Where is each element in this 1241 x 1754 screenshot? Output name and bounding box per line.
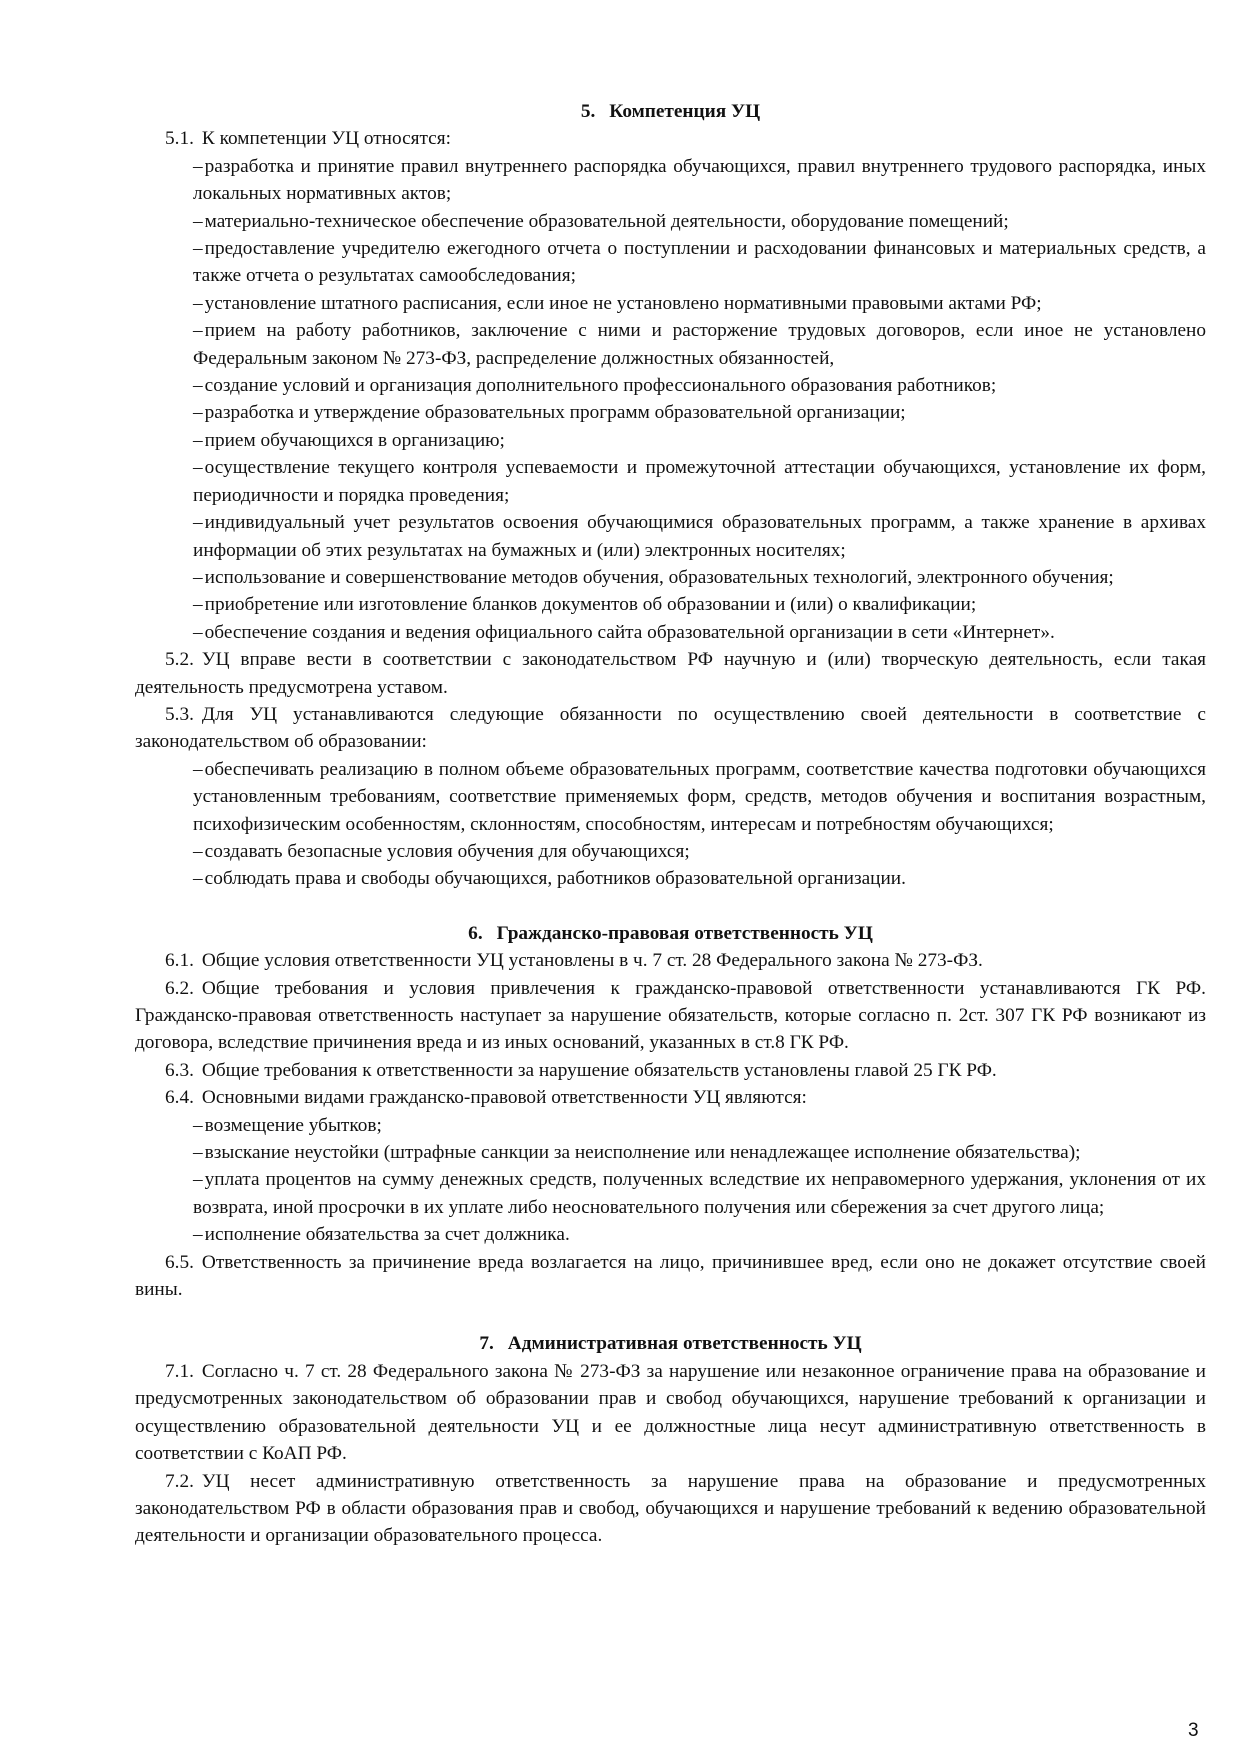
clause-number: 5.3. <box>165 703 194 725</box>
clause-text: Общие требования к ответственности за нарушение обязательств установлены главой 25 ГК РФ. <box>201 1059 997 1081</box>
clause-text: Согласно ч. 7 ст. 28 Федерального закона № 273-ФЗ за нарушение или незаконное ограничение права на образование и предусмотренных законодательством об образовании прав и свобод обучающихся, нарушение требований к организации и осуществлению образовательной деятельности УЦ и ее должностные лица несут административную ответственность в соответствии с КоАП РФ. <box>135 1360 1206 1465</box>
clause-paragraph <box>135 646 1206 701</box>
clause-paragraph <box>135 125 1206 152</box>
section-number: 6. <box>468 922 483 944</box>
list-dash: – <box>193 155 203 177</box>
clause-number: 7.1. <box>165 1360 194 1382</box>
section-heading <box>135 98 1206 125</box>
clause-paragraph <box>135 947 1206 974</box>
list-item <box>135 1139 1206 1166</box>
clause-number: 6.2. <box>165 977 194 999</box>
list-item-text: приобретение или изготовление бланков документов об образовании и (или) о квалификации; <box>204 594 977 616</box>
section-number: 7. <box>479 1333 494 1355</box>
clause-text: Основными видами гражданско-правовой ответственности УЦ являются: <box>201 1087 807 1109</box>
clause-text: УЦ несет административную ответственность за нарушение права на образование и предусмотренных законодательством РФ в области образования прав и свобод, обучающихся и нарушение требований к ведению образовательной деятельности и организации образовательного процесса. <box>135 1470 1206 1547</box>
clause-number: 5.2. <box>165 649 194 671</box>
list-item-text: исполнение обязательства за счет должника. <box>204 1224 570 1246</box>
list-dash: – <box>193 758 203 780</box>
clause-number: 6.5. <box>165 1251 194 1273</box>
list-item-text: взыскание неустойки (штрафные санкции за неисполнение или ненадлежащее исполнение обязательства); <box>204 1142 1081 1164</box>
list-item <box>135 619 1206 646</box>
list-item <box>135 1112 1206 1139</box>
clause-paragraph <box>135 701 1206 756</box>
clause-text: К компетенции УЦ относятся: <box>201 128 451 150</box>
list-item-text: использование и совершенствование методов обучения, образовательных технологий, электронного обучения; <box>204 566 1114 588</box>
list-item <box>135 591 1206 618</box>
list-item-text: создание условий и организация дополнительного профессионального образования работников; <box>204 375 997 397</box>
clause-number: 6.4. <box>165 1087 194 1109</box>
list-item-text: прием на работу работников, заключение с ними и расторжение трудовых договоров, если иное не установлено Федеральным законом № 273-ФЗ, распределение должностных обязанностей, <box>193 320 1206 369</box>
list-item <box>135 564 1206 591</box>
list-item-text: возмещение убытков; <box>204 1114 382 1136</box>
document-body <box>135 98 1206 1550</box>
list-dash: – <box>193 429 203 451</box>
list-item <box>135 372 1206 399</box>
list-item-text: соблюдать права и свободы обучающихся, работников образовательной организации. <box>204 868 906 890</box>
list-item <box>135 427 1206 454</box>
list-item <box>135 317 1206 372</box>
list-dash: – <box>193 210 203 232</box>
list-dash: – <box>193 1169 203 1191</box>
list-item <box>135 290 1206 317</box>
list-item-text: обеспечение создания и ведения официального сайта образовательной организации в сети «Интернет». <box>204 621 1055 643</box>
list-item-text: прием обучающихся в организацию; <box>204 429 505 451</box>
clause-number: 7.2. <box>165 1470 194 1492</box>
list-dash: – <box>193 566 203 588</box>
section-number: 5. <box>580 101 596 122</box>
list-item-text: осуществление текущего контроля успеваемости и промежуточной аттестации обучающихся, установление их форм, периодичности и порядка проведения; <box>193 457 1206 506</box>
list-dash: – <box>193 840 203 862</box>
list-item <box>135 153 1206 208</box>
list-dash: – <box>193 375 203 397</box>
clause-text: УЦ вправе вести в соответствии с законодательством РФ научную и (или) творческую деятельность, если такая деятельность предусмотрена уставом. <box>135 649 1206 698</box>
clause-paragraph <box>135 1358 1206 1468</box>
clause-number: 6.3. <box>165 1059 194 1081</box>
list-dash: – <box>193 238 203 260</box>
section-heading <box>135 1330 1206 1357</box>
list-dash: – <box>193 320 203 342</box>
list-item <box>135 756 1206 838</box>
list-item-text: разработка и принятие правил внутреннего распорядка обучающихся, правил внутреннего трудового распорядка, иных локальных нормативных актов; <box>193 155 1206 205</box>
list-dash: – <box>193 868 203 890</box>
list-dash: – <box>193 457 203 479</box>
list-dash: – <box>193 1224 203 1246</box>
section-heading <box>135 920 1206 947</box>
list-item <box>135 1166 1206 1221</box>
list-dash: – <box>193 594 203 616</box>
list-dash: – <box>193 292 203 314</box>
clause-paragraph <box>135 1249 1206 1304</box>
list-item-text: индивидуальный учет результатов освоения обучающимися образовательных программ, а также хранение в архивах информации об этих результатах на бумажных и (или) электронных носителях; <box>193 512 1206 561</box>
list-dash: – <box>193 512 203 534</box>
list-item <box>135 235 1206 290</box>
list-dash: – <box>193 1114 203 1136</box>
list-dash: – <box>193 1142 203 1164</box>
section-title: Административная ответственность УЦ <box>507 1333 862 1355</box>
clause-paragraph <box>135 1057 1206 1084</box>
list-dash: – <box>193 402 203 424</box>
list-item-text: уплата процентов на сумму денежных средств, полученных вследствие их неправомерного удержания, уклонения от их возврата, иной просрочки в их уплате либо неосновательного получения или сбережения за счет другого лица; <box>193 1169 1206 1218</box>
list-item-text: предоставление учредителю ежегодного отчета о поступлении и расходовании финансовых и материальных средств, а также отчета о результатах самообследования; <box>193 238 1206 287</box>
list-dash: – <box>193 621 203 643</box>
list-item-text: создавать безопасные условия обучения для обучающихся; <box>204 840 690 862</box>
clause-paragraph <box>135 975 1206 1057</box>
clause-text: Ответственность за причинение вреда возлагается на лицо, причинившее вред, если оно не докажет отсутствие своей вины. <box>135 1251 1206 1301</box>
list-item <box>135 838 1206 865</box>
list-item <box>135 509 1206 564</box>
clause-paragraph <box>135 1084 1206 1111</box>
clause-paragraph <box>135 1468 1206 1550</box>
list-item-text: материально-техническое обеспечение образовательной деятельности, оборудование помещений; <box>204 210 1009 232</box>
list-item <box>135 1221 1206 1248</box>
list-item-text: обеспечивать реализацию в полном объеме образовательных программ, соответствие качества подготовки обучающихся установленным требованиям, соответствие применяемых форм, средств, методов обучения и воспитания возрастным, психофизическим особенностям, склонностям, способностям, интересам и потребностям обучающихся; <box>193 758 1206 835</box>
clause-text: Общие требования и условия привлечения к гражданско-правовой ответственности устанавливаются ГК РФ. Гражданско-правовая ответственность наступает за нарушение обязательств, которые согласно п. 2ст. 307 ГК РФ возникают из договора, вследствие причинения вреда и из иных оснований, указанных в ст.8 ГК РФ. <box>135 977 1206 1054</box>
list-item-text: установление штатного расписания, если иное не установлено нормативными правовыми актами РФ; <box>204 292 1042 314</box>
list-item <box>135 865 1206 892</box>
list-item-text: разработка и утверждение образовательных программ образовательной организации; <box>204 402 906 424</box>
clause-number: 6.1. <box>165 950 194 972</box>
section-title: Компетенция УЦ <box>609 101 761 122</box>
list-item <box>135 454 1206 509</box>
section-title: Гражданско-правовая ответственность УЦ <box>496 922 873 944</box>
page-number: 3 <box>1188 1720 1199 1741</box>
list-item <box>135 208 1206 235</box>
list-item <box>135 399 1206 426</box>
clause-number: 5.1. <box>165 128 194 150</box>
clause-text: Для УЦ устанавливаются следующие обязанности по осуществлению своей деятельности в соответствие с законодательством об образовании: <box>135 703 1206 753</box>
clause-text: Общие условия ответственности УЦ установлены в ч. 7 ст. 28 Федерального закона № 273-ФЗ. <box>201 950 983 972</box>
